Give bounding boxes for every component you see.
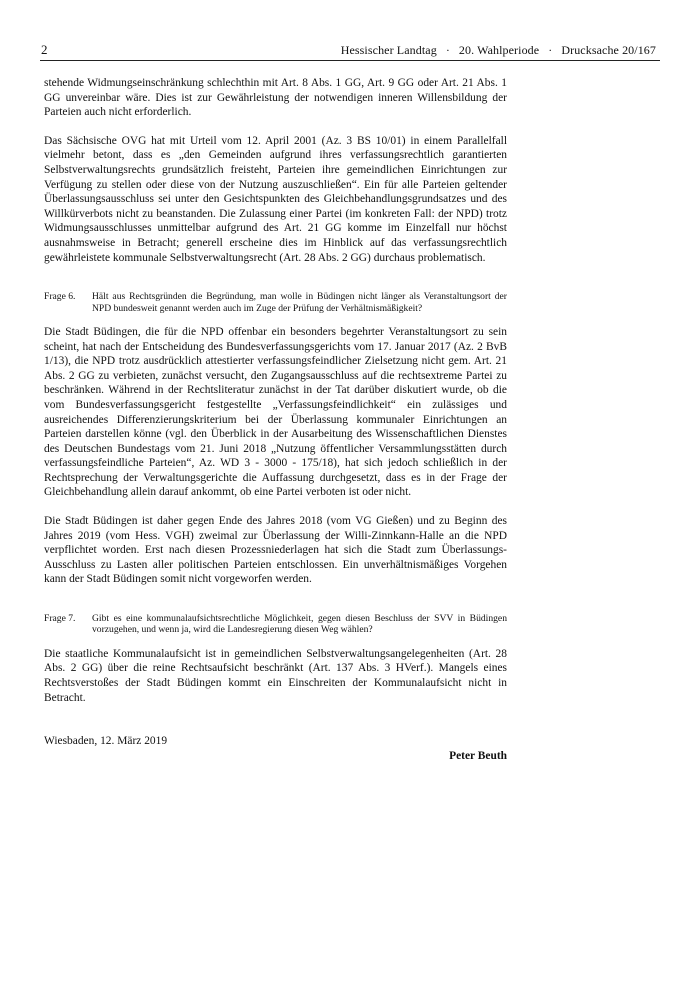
answer-6: Die Stadt Büdingen, die für die NPD offenbar ein besonders begehrter Veranstaltungsort zu sein scheint, hat nach der Entscheidung des Bundesverfassungsgerichts vom 17. Januar 2017 (Az. 2 BvB 1/13), die NPD trotz ausdrücklich attestierter verfassungsfeindlicher Zielsetzung nicht gem. Art. 21 Abs. 2 GG zu verbieten, zunächst versucht, den Zugangsausschluss auf die rechtsextreme Partei zu beschränken. Während in der Rechtsliteratur zunächst in der Tat darüber diskutiert wurde, ob die vom Bundesverfassungsgericht festgestellte „Verfassungsfeindlichkeit“ ein zulässiges und ausreichendes Differenzierungskriterium bei der Überlassung kommunaler Einrichtungen an Parteien darstellen könne (vgl. den Überblick in der Ausarbeitung des Wissenschaftlichen Dienstes des Deutschen Bundestags vom 21. Juni 2018 „Nutzung öffentlicher Versammlungsstätten durch verfassungsfeindliche Parteien“, Az. WD 3 - 3000 - 175/18), hat sich jedoch schließlich in der Rechtsprechung der Verwaltungsgerichte die Auffassung durchgesetzt, dass es in der Frage der Gleichbehandlung allein darauf ankommt, ob eine Partei verboten ist oder nicht. (44, 325, 507, 499)
document-body (44, 76, 507, 764)
paragraph-continuation: stehende Widmungseinschränkung schlechthin mit Art. 8 Abs. 1 GG, Art. 9 GG oder Art. 21 Abs. 1 GG unvereinbar wäre. Dies ist zur Gewährleistung der notwendigen inneren Willensbildung der Parteien auch nicht erforderlich. (44, 77, 507, 119)
answer-6-continued: Die Stadt Büdingen ist daher gegen Ende des Jahres 2018 (vom VG Gießen) und zu Beginn des Jahres 2019 (vom Hess. VGH) zweimal zur Überlassung der Willi-Zinnkann-Halle an die NPD verpflichtet worden. Erst nach diesen Prozessniederlagen hat sich die Stadt zum Überlassungs-Ausschluss zu Lasten aller politischen Parteien entschlossen. Ein unverhältnismäßiges Vorgehen kann der Stadt Büdingen somit nicht vorgeworfen werden. (44, 515, 507, 586)
place-date: Wiesbaden, 12. März 2019 (44, 735, 168, 748)
running-header (341, 43, 656, 58)
question-7-label: Frage 7. (44, 613, 76, 625)
header-separator: · (548, 43, 553, 57)
question-7 (44, 613, 507, 636)
signature-block (44, 734, 507, 764)
question-6-label: Frage 6. (44, 291, 76, 303)
header-document: Drucksache 20/167 (561, 43, 656, 57)
question-7-text: Gibt es eine kommunalaufsichtsrechtliche Möglichkeit, gegen diesen Beschluss der SVV in Büdingen vorzugehen, und wenn ja, wird die Landesregierung diesen Weg wählen? (92, 613, 507, 636)
header-parliament: Hessischer Landtag (340, 43, 437, 57)
question-6-text: Hält aus Rechtsgründen die Begründung, man wolle in Büdingen nicht länger als Veranstaltungsort der NPD bundesweit genannt werden auch im Zuge der Prüfung der Verhältnismäßigkeit? (92, 291, 507, 314)
paragraph-ovg: Das Sächsische OVG hat mit Urteil vom 12. April 2001 (Az. 3 BS 10/01) in einem Parallelfall vielmehr betont, dass es „den Gemeinden aufgrund ihres verfassungsrechtlich garantierten Selbstverwaltungsrechts grundsätzlich freisteht, Parteien ihre gemeindlichen Einrichtungen zur Verfügung zu stellen oder diese von der Nutzung auszuschließen“. Ein für alle Parteien geltender Überlassungsausschluss sei unter den Gesichtspunkten des Gleichbehandlungsgrundsatzes und des Willkürverbots nicht zu beanstanden. Die Zulassung einer Partei (im konkreten Fall: der NPD) trotz Widmungsausschlusses unmittelbar aufgrund des Art. 21 GG komme im Einzelfall nur höchst ausnahmsweise in Betracht; generell erscheine dies im Hinblick auf das verfassungsrechtlich gewährleistete kommunale Selbstverwaltungsrecht (Art. 28 Abs. 2 GG) durchaus problematisch. (44, 134, 507, 264)
answer-7: Die staatliche Kommunalaufsicht ist in gemeindlichen Selbstverwaltungsangelegenheiten (Art. 28 Abs. 2 GG) über die reine Rechtsaufsicht beschränkt (Art. 137 Abs. 3 HVerf.). Mangels eines Rechtsverstoßes der Stadt Büdingen kommt ein Einschreiten der Kommunalaufsicht nicht in Betracht. (44, 647, 507, 704)
question-6 (44, 291, 507, 314)
header-separator: · (445, 43, 450, 57)
header-period: 20. Wahlperiode (458, 43, 540, 57)
page-header (40, 42, 660, 61)
signatory-name: Peter Beuth (449, 750, 507, 763)
page-number: 2 (41, 42, 48, 57)
